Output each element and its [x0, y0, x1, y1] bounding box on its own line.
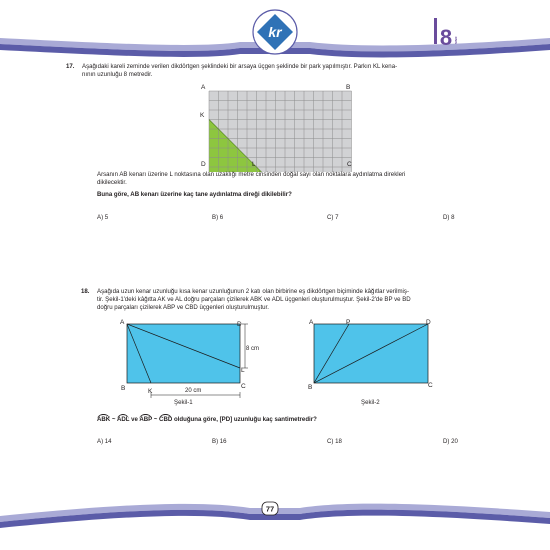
f1-label-A: A [120, 319, 125, 326]
q17-option-a[interactable]: A) 5 [97, 214, 109, 221]
logo-text: kr [268, 24, 282, 40]
q17-line1: Aşağıdaki kareli zeminde verilen dikdörtgen şeklindeki bir arsaya üçgen şeklinde bir park yapılmıştır. Parkın KL kena- [82, 63, 398, 70]
f1-label-D: D [237, 321, 242, 328]
q18-figure1 [115, 316, 275, 406]
f1-label-L: L [241, 367, 245, 374]
q17-option-b[interactable]: B) 6 [212, 214, 224, 221]
q18-adl: ADL [116, 416, 130, 423]
q17-option-d[interactable]: D) 8 [443, 214, 455, 221]
q17-line2: nının uzunluğu 8 metredir. [82, 71, 153, 79]
q18-sim-2: ~ [153, 416, 158, 423]
f2-label-A: A [309, 319, 314, 326]
q18-cbd: CBD [159, 416, 173, 423]
q18-figure2 [305, 316, 445, 396]
q18-line3: doğru parçaları çizilerek ABP ve CBD üçgenleri oluşturulmuştur. [97, 304, 269, 312]
q17-question: Buna göre, AB kenarı üzerine kaç tane aydınlatma direği dikilebilir? [97, 191, 292, 199]
figure2-caption: Şekil-2 [361, 399, 380, 406]
f1-label-C: C [241, 383, 246, 390]
q18-abp: ABP [139, 416, 153, 423]
f2-label-P: P [346, 319, 351, 326]
label-C: C [347, 161, 352, 168]
figure1-caption: Şekil-1 [174, 399, 193, 406]
q17-figure [195, 80, 365, 172]
q18-option-a[interactable]: A) 14 [97, 438, 112, 445]
grade-suffix: SINIF [454, 36, 458, 44]
f1-label-K: K [148, 388, 153, 395]
q17-option-c[interactable]: C) 7 [327, 214, 339, 221]
f1-width-label: 20 cm [185, 388, 202, 394]
q18-line1: Aşağıda uzun kenar uzunluğu kısa kenar uzunluğunun 2 katı olan birbirine eş dikdörtgen biçiminde kâğıtlar verilmiş- [97, 288, 409, 295]
q18-sim-1: ~ [111, 416, 116, 423]
q18-text [81, 288, 475, 313]
q17-text2 [97, 171, 467, 200]
q18-question-tail: olduğuna göre, [PD] uzunluğu kaç santimetredir? [173, 416, 317, 423]
q18-abk: ABK [97, 416, 111, 423]
grade-number: 8 [439, 25, 453, 50]
label-L: L [252, 161, 256, 168]
q17-text2-line2: dikilecektir. [97, 179, 127, 187]
grade-bar [434, 18, 437, 44]
footer-band [0, 490, 550, 550]
f1-label-B: B [121, 385, 126, 392]
q18-number: 18. [81, 288, 90, 295]
label-A: A [201, 84, 206, 91]
q17-text2-line1: Arsanın AB kenarı üzerine L noktasına olan uzaklığı metre cinsinden doğal sayı olan noktalara aydınlatma direkleri [97, 171, 406, 178]
f2-label-D: D [426, 319, 431, 326]
q17-text [66, 63, 472, 79]
label-D: D [201, 161, 206, 168]
label-B: B [346, 84, 351, 91]
figure1-rect [127, 324, 240, 383]
f2-label-B: B [308, 384, 313, 391]
q18-option-b[interactable]: B) 16 [212, 438, 227, 445]
q18-and: ve [131, 416, 138, 423]
q17-number: 17. [66, 63, 75, 70]
f1-height-label: 8 cm [246, 346, 260, 352]
q18-line2: tir. Şekil-1'deki kâğıtta AK ve AL doğru parçaları çizilerek ABK ve ADL üçgenleri oluşturulmuştur. Şekil-2'de BP ve BD [97, 296, 411, 304]
header-band [0, 0, 550, 70]
q18-option-d[interactable]: D) 20 [443, 438, 458, 445]
label-K: K [200, 112, 205, 119]
q18-option-c[interactable]: C) 18 [327, 438, 342, 445]
q18-question [97, 416, 477, 424]
page-number: 77 [265, 504, 275, 514]
f2-label-C: C [428, 382, 433, 389]
